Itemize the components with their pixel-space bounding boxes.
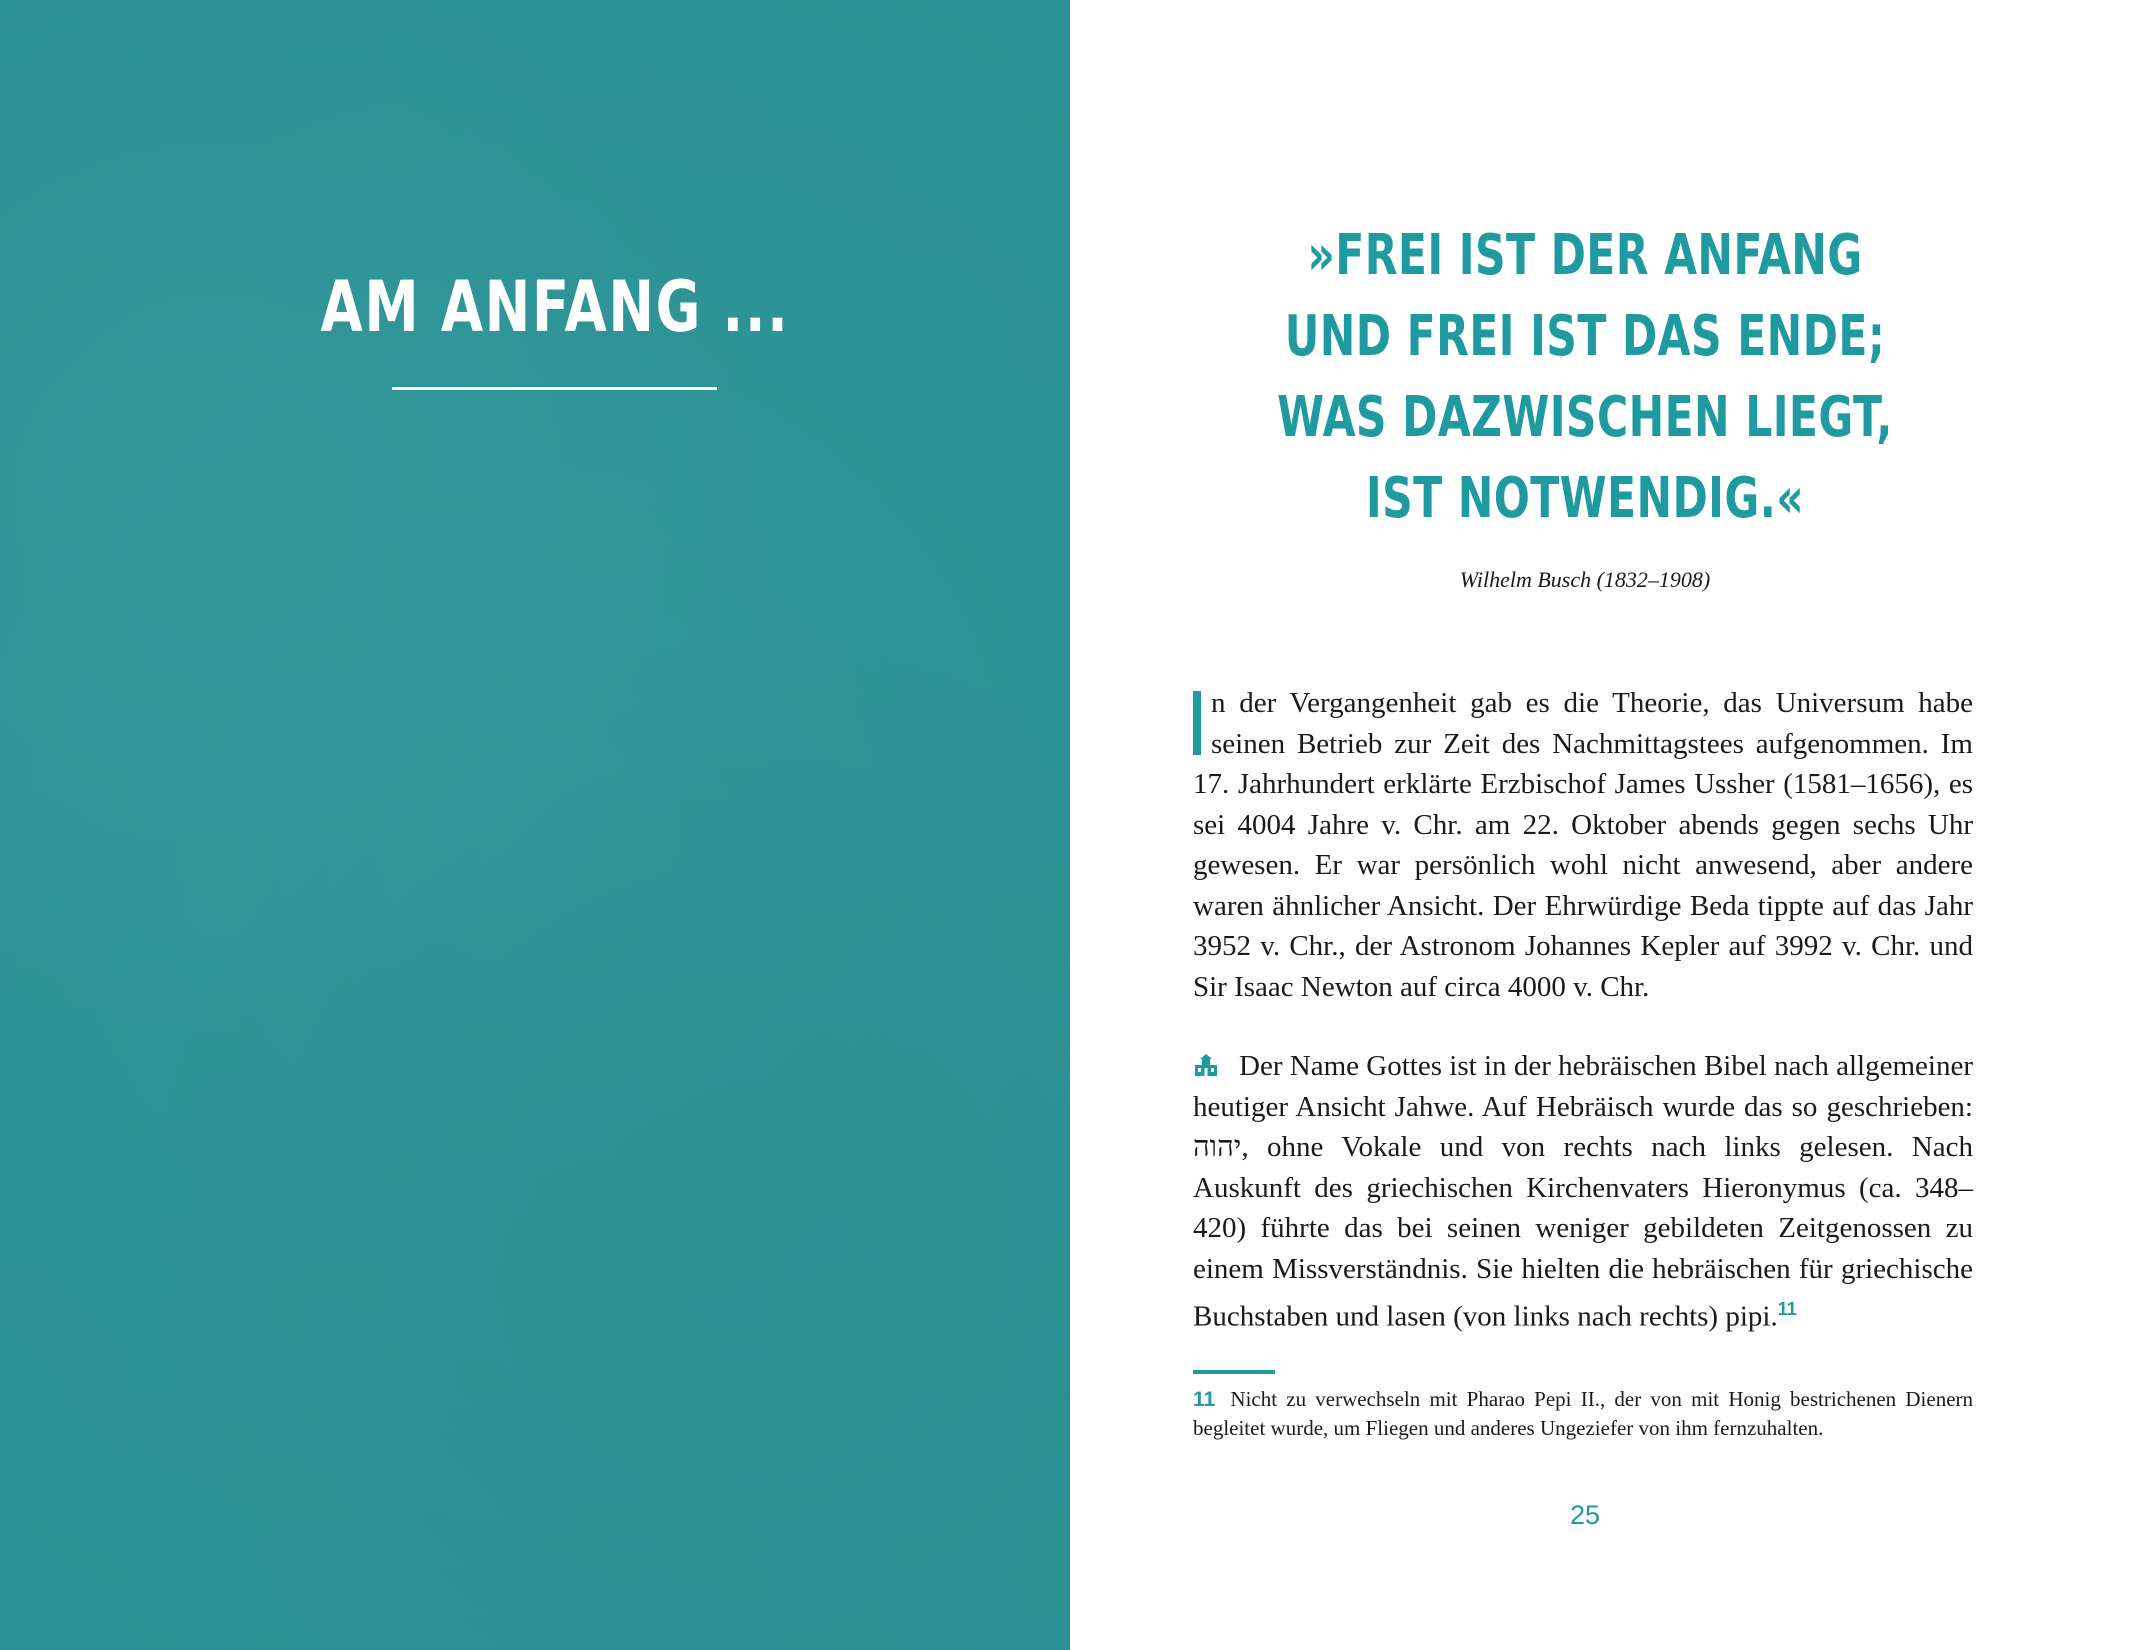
page-number: 25	[1569, 1500, 1601, 1530]
footnote-text: Nicht zu verwechseln mit Pharao Pepi II., der von mit Honig bestrichenen Dienern begleitet wurde, um Fliegen und anderes Ungeziefer von ihm fernzuhalten.	[1193, 1387, 1974, 1440]
building-icon	[1193, 1052, 1219, 1078]
paragraph-1-text: n der Vergangenheit gab es die Theorie, das Universum habe seinen Betrieb zur Zeit des Nachmittagstees aufgenommen. Im 17. Jahrhundert erklärte Erzbischof James Ussher (1581–1656), es sei 4004 Jahre v. Chr. am 22. Oktober abends gegen sechs Uhr gewesen. Er war persönlich wohl nicht anwesend, aber andere waren ähnlicher Ansicht. Der Ehrwürdige Beda tippte auf das Jahr 3952 v. Chr., der Astronom Johannes Kepler auf 3992 v. Chr. und Sir Isaac Newton auf circa 4000 v. Chr.	[1193, 687, 1973, 1003]
footnote-number: 11	[1193, 1388, 1216, 1411]
drop-cap-bar	[1193, 691, 1201, 755]
quote-attribution: Wilhelm Busch (1832–1908)	[1459, 567, 1711, 592]
quote-line: IST NOTWENDIG.«	[1365, 466, 1805, 531]
epigraph-quote	[1175, 215, 1995, 539]
body-paragraph-1	[1193, 683, 1973, 1007]
body-paragraph-2	[1193, 1046, 1973, 1337]
footnote-reference[interactable]: 11	[1777, 1299, 1797, 1319]
footnote	[1193, 1385, 1973, 1443]
paragraph-2-text: Der Name Gottes ist in der hebräischen Bibel nach allgemeiner heutiger Ansicht Jahwe. Auf Hebräisch wurde das so geschrieben: יהוה, ohne Vokale und von rechts nach links gelesen. Nach Auskunft des griechischen Kirchenvaters Hieronymus (ca. 348–420) führte das bei seinen weniger gebildeten Zeitgenossen zu einem Missverständnis. Sie hielten die hebräischen für griechische Buchstaben und lasen (von links nach rechts) pipi.	[1193, 1050, 1973, 1333]
footnote-rule	[1193, 1370, 1275, 1374]
quote-line: WAS DAZWISCHEN LIEGT,	[1277, 385, 1893, 450]
chapter-title: AM ANFANG ...	[320, 266, 790, 348]
quote-line: »FREI IST DER ANFANG	[1307, 223, 1863, 288]
chapter-title-rule	[392, 387, 717, 390]
quote-line: UND FREI IST DAS ENDE;	[1284, 304, 1886, 369]
